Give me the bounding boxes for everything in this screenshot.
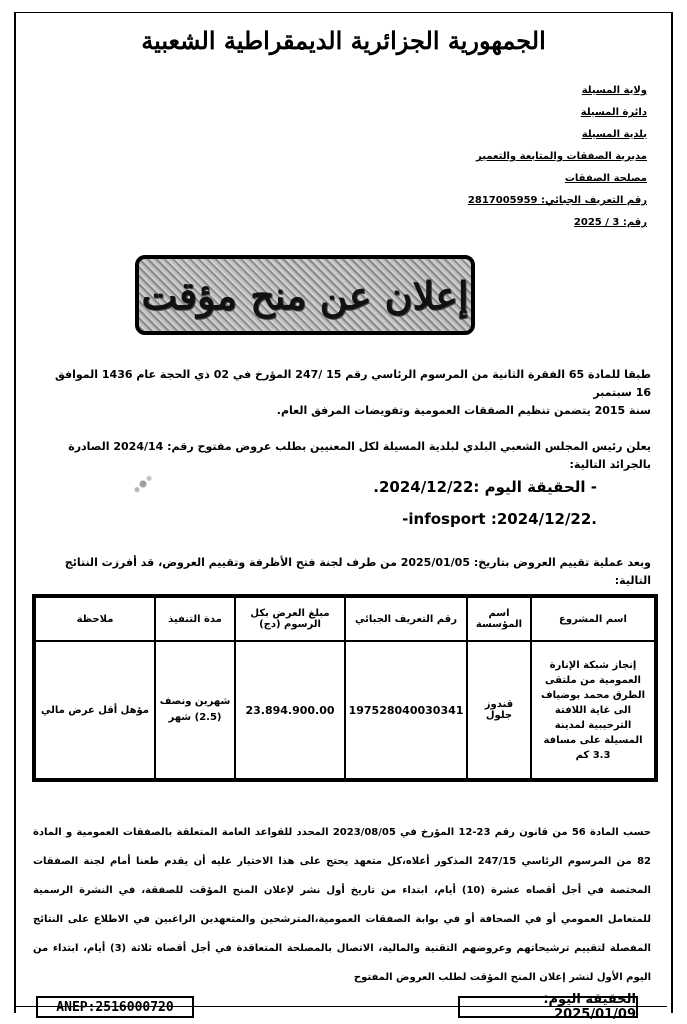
header-line-daira: دائرة المسيلة [580,107,647,118]
announcement-banner [135,255,475,335]
newspaper-stamp: الحقيقة اليوم: 2025/01/09 [458,996,638,1018]
header-company: اسم المؤسسة [467,596,531,641]
header-amount: مبلغ العرض بكل الرسوم (دج) [235,596,345,641]
cell-note: مؤهل أقل عرض مالي [34,641,155,780]
evaluation-text: وبعد عملية تقييم العروض بتاريخ: 2025/01/05 من طرف لجنة فتح الأظرفة وتقييم العروض، قد أفرزت النتائج التالية: [64,556,651,587]
header-line-service: مصلحة الصفقات [564,173,647,184]
cell-company: قندوز جلول [467,641,531,780]
results-table [32,594,658,782]
header-tax-id: رقم التعريف الجبائي [345,596,467,641]
scan-speckle [128,470,158,498]
intro-line-3: يعلن رئيس المجلس الشعبي البلدي لبلدية المسيلة لكل المعنيين بطلب عروض مفتوح رقم: 2024/14 الصادرة بالجرائد التالية: [68,440,651,471]
cell-duration: شهرين ونصف (2.5) شهر [155,641,235,780]
issuer-header [387,80,647,234]
header-line-commune: بلدية المسيلة [581,129,647,140]
intro-line-2: سنة 2015 يتضمن تنظيم الصفقات العمومية وتفويضات المرفق العام. [276,404,651,417]
anep-stamp: ANEP:2516000720 [36,996,194,1018]
header-line-ref-number: رقم: 3 / 2025 [573,217,647,228]
header-duration: مدة التنفيذ [155,596,235,641]
cell-project: إنجاز شبكة الإنارة العمومية من ملتقى الطرق محمد بوضياف الى غاية اللافتة الترحيبية لمدينة المسيلة على مسافة 3.3 كم [531,641,656,780]
table-header-row [34,596,656,641]
cell-tax-id: 197528040030341 [345,641,467,780]
intro-line-1: طبقا للمادة 65 الفقرة الثانية من المرسوم الرئاسي رقم 15 /247 المؤرخ في 02 ذي الحجة عام 1436 الموافق 16 سبتمبر [55,368,651,399]
header-line-wilaya: ولاية المسيلة [581,85,647,96]
header-project: اسم المشروع [531,596,656,641]
header-line-tax-id: رقم التعريف الجبائي: 2817005959 [467,195,647,206]
header-line-directorate: مديرية الصفقات والمتابعة والتعمير [476,151,647,162]
legal-notice: حسب المادة 56 من قانون رقم 23-12 المؤرخ في 2023/08/05 المحدد للقواعد العامة المتعلقة بالصفقات العمومية و المادة 82 من المرسوم الرئاسي 247/15 المذكور أعلاه،كل متعهد يحتج على هذا الاختيار عليه أن يقدم طعنا أمام لجنة الصفقات المختصة في أجل أقصاه عشرة (10) أيام، ابتداء من تاريخ أول نشر لإعلان المنح المؤقت للصفقة، في النشرة الرسمية للمتعامل العمومي أو في الصحافة أو في بوابة الصفقات العمومية،المترشحين والمتعهدين الراغبين في الاطلاع على النتائج المفصلة لتقييم ترشيحاتهم وعروضهم التقنية والمالية، الاتصال بالمصلحة المتعاقدة في أجل أقصاه ثلاثة (3) أيام، ابتداء من اليوم الأول لنشر إعلان المنح المؤقت لطلب العروض المفتوح [33,827,651,983]
cell-amount: 23.894.900.00 [235,641,345,780]
newspaper-1: - الحقيقة اليوم :2024/12/22. [373,478,597,496]
banner-title: إعلان عن منح مؤقت [141,272,469,318]
table-row [34,641,656,780]
page-title: الجمهورية الجزائرية الديمقراطية الشعبية [141,26,546,55]
newspaper-2: .2024/12/22: infosport- [402,510,597,528]
header-note: ملاحظة [34,596,155,641]
